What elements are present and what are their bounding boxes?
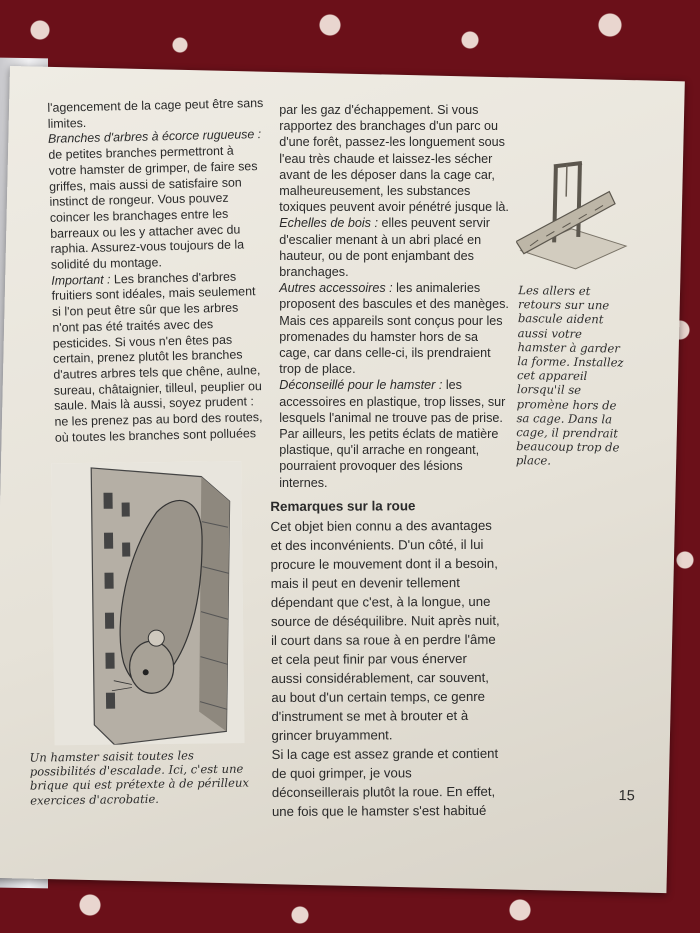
hamster-brick-illustration [51,461,244,745]
text-ladders: elles peuvent servir d'escalier menant à un abri placé en hauteur, ou de pont enjambant des branchages. [279,216,490,280]
text-accessories: les animaleries proposent des bascules et des manèges. Mais ces appareils sont conçus pour les promenades du hamster hors de sa cage, car dans celle-ci, ils prendraient trop de place. [279,281,509,377]
paragraph-ladders [279,216,509,281]
label-important: Important : [51,272,111,288]
paragraph-important [51,269,271,447]
label-not-recommended: Déconseillé pour le hamster : [279,378,443,393]
paragraph-accessories [279,280,509,377]
text-branches: de petites branches permettront à votre hamster de grimper, de faire ses griffes, mais aussi de satisfaire son instinct de rongeur. Vous pouvez coincer les branchages entre les barreaux ou les y attacher avec du raphia. Assurez-vous toujours de la solidité du montage. [48,143,258,272]
seesaw-illustration [515,156,633,274]
text-not-recommended: les accessoires en plastique, trop lisses, sur lesquels l'animal ne trouve pas de prise. Par ailleurs, les petits éclats de matière plastique, qu'il arrache en rongeant, pourraient provoquer des lésions internes. [279,378,506,490]
label-branches: Branches d'arbres à écorce rugueuse : [47,127,262,147]
label-accessories: Autres accessoires : [279,281,393,296]
paragraph-wheel-1: Cet objet bien connu a des avantages et des inconvénients. D'un côté, il lui procure le mouvement dont il a besoin, mais il peut en devenir tellement dépendant que c'est, à la longue, une source de déséquilibre. Nuit après nuit, il court dans sa roue à en perdre l'âme et cela peut finir par vous énerver aussi considérablement, car souvent, au bout d'un certain temps, ce genre d'instrument se met à brouter et à grincer bruyamment. [270,517,500,744]
caption-seesaw: Les allers et retours sur une bascule aident aussi votre hamster à garder la forme. Installez cet appareil lorsqu'il se promène hors de sa cage. Dans la cage, il prendrait beaucoup trop de place. [515,283,624,468]
paragraph-not-recommended [279,378,509,491]
paragraph-exhaust: par les gaz d'échappement. Si vous rapportez des branchages d'un parc ou d'une forêt, passez-les longuement sous l'eau très chaude et laissez-les sécher avant de les déposer dans la cage car, malheureusement, les substances toxiques peuvent avoir pénétré jusque là. [279,103,509,215]
label-ladders: Echelles de bois : [279,216,378,231]
paragraph-intro: l'agencement de la cage peut être sans limites. [47,95,264,131]
book-page [0,66,685,893]
page-number: 15 [618,787,635,805]
section-heading: Remarques sur la roue [270,498,416,515]
caption-hamster: Un hamster saisit toutes les possibilités d'escalade. Ici, c'est une brique qui est prétexte à de périlleux exercices d'acrobatie. [29,748,250,808]
wheel-section [270,496,502,821]
left-text-column [47,96,271,446]
paragraph-wheel-2: Si la cage est assez grande et contient de quoi grimper, je vous déconseillerais plutôt la roue. En effet, une fois que le hamster s'est habitué [271,745,499,820]
middle-text-column [279,102,509,491]
text-important: Les branches d'arbres fruitiers sont idéales, mais seulement si l'on peut être sûr que les arbres n'ont pas été traités avec des pesticides. Si vous n'en êtes pas certain, prenez plutôt les branches d'autres arbres tels que chêne, aulne, sureau, châtaignier, tilleul, peuplier ou saule. Mais là aussi, soyez prudent : ne les prenez pas au bord des routes, où toutes les branches sont polluées [51,269,263,445]
paragraph-branches [48,127,267,273]
